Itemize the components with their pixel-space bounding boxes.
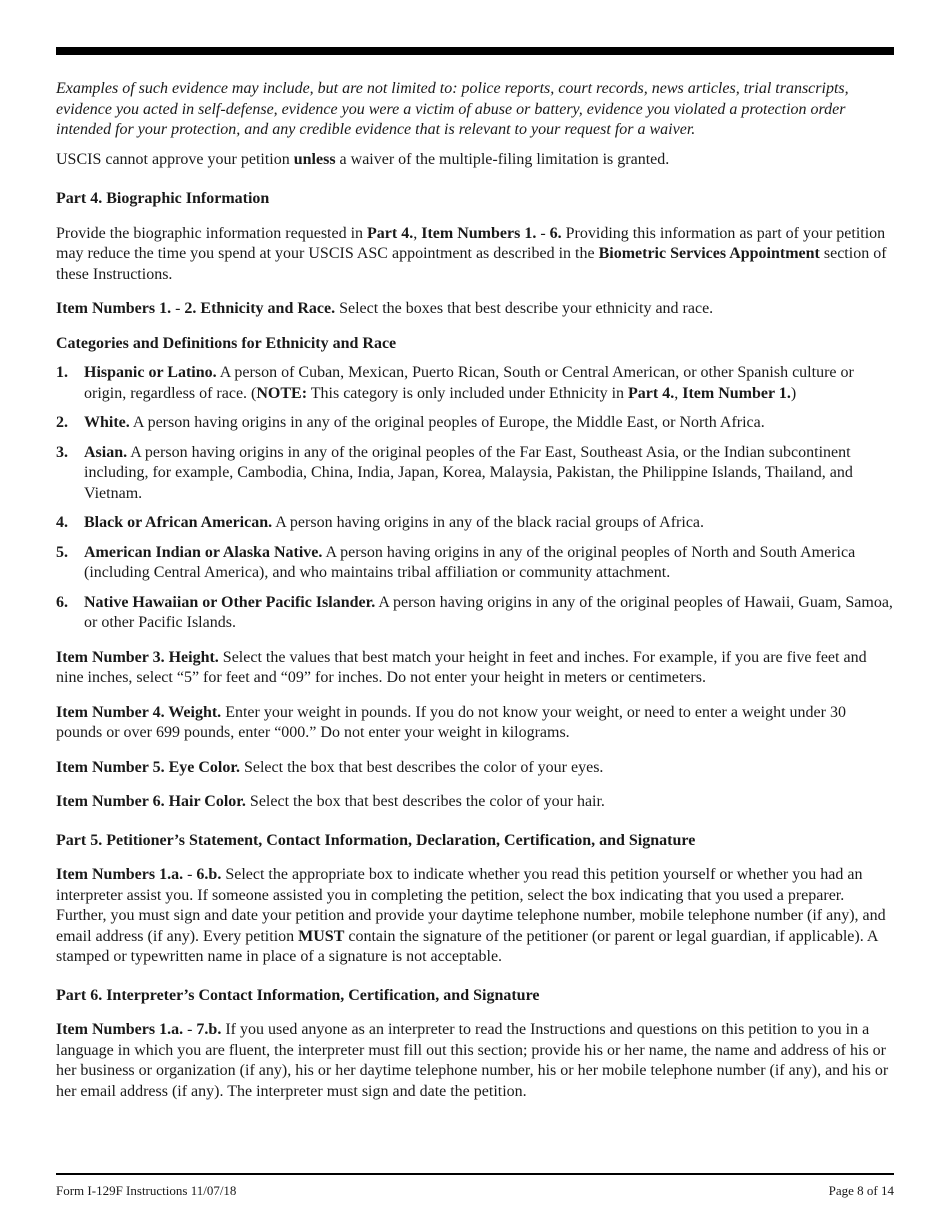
- item-4-weight: Item Number 4. Weight. Enter your weight in pounds. If you do not know your weight, or need to enter a weight under 30 pounds or over 699 pounds, enter “000.” Do not enter your weight in kilograms.: [56, 703, 846, 741]
- list-item: 2. White. A person having origins in any of the original peoples of Europe, the Middle East, or North Africa.: [56, 414, 765, 431]
- categories-heading: Categories and Definitions for Ethnicity and Race: [56, 334, 397, 352]
- item-5-eye-color: Item Number 5. Eye Color. Select the box that best describes the color of your eyes.: [56, 758, 604, 776]
- form-name: Form I-129F Instructions 11/07/18: [56, 1183, 237, 1198]
- item-6-hair-color: Item Number 6. Hair Color. Select the box that best describes the color of your hair.: [56, 793, 605, 810]
- footer-rule: [56, 1173, 894, 1175]
- item-3-height: Item Number 3. Height. Select the values that best match your height in feet and inches. For example, if you are five feet and nine inches, select “5” for feet and “09” for inches. Do not enter your height in meters or centimeters.: [56, 648, 867, 686]
- part5-items: Item Numbers 1.a. - 6.b. Select the appropriate box to indicate whether you read this petition yourself or whether you had an interpreter assist you. If someone assisted you in completing the petition, select the box indicating that you used a preparer. Further, you must sign and date your petition and provide your daytime telephone number, mobile telephone number (if any), and email address (if any). Every petition MUST contain the signature of the petitioner (or parent or legal guardian, if applicable). A stamped or typewritten name in place of a signature is not acceptable.: [56, 866, 886, 965]
- evidence-examples: Examples of such evidence may include, but are not limited to: police reports, court records, news articles, trial transcripts, evidence you acted in self-defense, evidence you were a victim of abuse or battery, evidence you violated a protection order intended for your protection, and any credible evidence that is relevant to your request for a waiver.: [56, 80, 849, 138]
- list-item: 1. Hispanic or Latino. A person of Cuban, Mexican, Puerto Rican, South or Central American, or other Spanish culture or origin, regardless of race. (NOTE: This category is only included under Ethnicity in Part 4., Item Number 1.): [56, 364, 854, 402]
- page-content: [56, 79, 894, 1102]
- list-item: 3. Asian. A person having origins in any of the original peoples of the Far East, Southeast Asia, or the Indian subcontinent including, for example, Cambodia, China, India, Japan, Korea, Malaysia, Pakistan, the Philippine Islands, Thailand, and Vietnam.: [56, 443, 853, 502]
- part6-heading: Part 6. Interpreter’s Contact Information, Certification, and Signature: [56, 986, 540, 1004]
- categories-list: [56, 363, 894, 634]
- waiver-statement: USCIS cannot approve your petition unless a waiver of the multiple-filing limitation is granted.: [56, 150, 670, 168]
- list-item: 4. Black or African American. A person having origins in any of the black racial groups of Africa.: [56, 514, 705, 531]
- part4-heading: Part 4. Biographic Information: [56, 190, 270, 207]
- top-rule: [56, 47, 894, 55]
- part5-heading: Part 5. Petitioner’s Statement, Contact Information, Declaration, Certification, and Signature: [56, 831, 696, 849]
- part4-intro: Provide the biographic information requested in Part 4., Item Numbers 1. - 6. Providing this information as part of your petition may reduce the time you spend at your USCIS ASC appointment as described in the Biometric Services Appointment section of these Instructions.: [56, 224, 887, 283]
- part6-items: Item Numbers 1.a. - 7.b. If you used anyone as an interpreter to read the Instructions and questions on this petition to you in a language in which you are fluent, the interpreter must fill out this section; provide his or her name, the name and address of his or her business or organization (if any), his or her daytime telephone number, his or her mobile telephone number (if any), and his or her email address (if any). The interpreter must sign and date the petition.: [56, 1021, 889, 1100]
- list-item: 6. Native Hawaiian or Other Pacific Islander. A person having origins in any of the original peoples of Hawaii, Guam, Samoa, or other Pacific Islands.: [56, 593, 893, 631]
- list-item: 5. American Indian or Alaska Native. A person having origins in any of the original peoples of North and South America (including Central America), and who maintains tribal affiliation or community attachment.: [56, 543, 856, 581]
- page-number: Page 8 of 14: [828, 1183, 894, 1198]
- items-1-2-ethnicity-race: Item Numbers 1. - 2. Ethnicity and Race. Select the boxes that best describe your ethnicity and race.: [56, 300, 714, 317]
